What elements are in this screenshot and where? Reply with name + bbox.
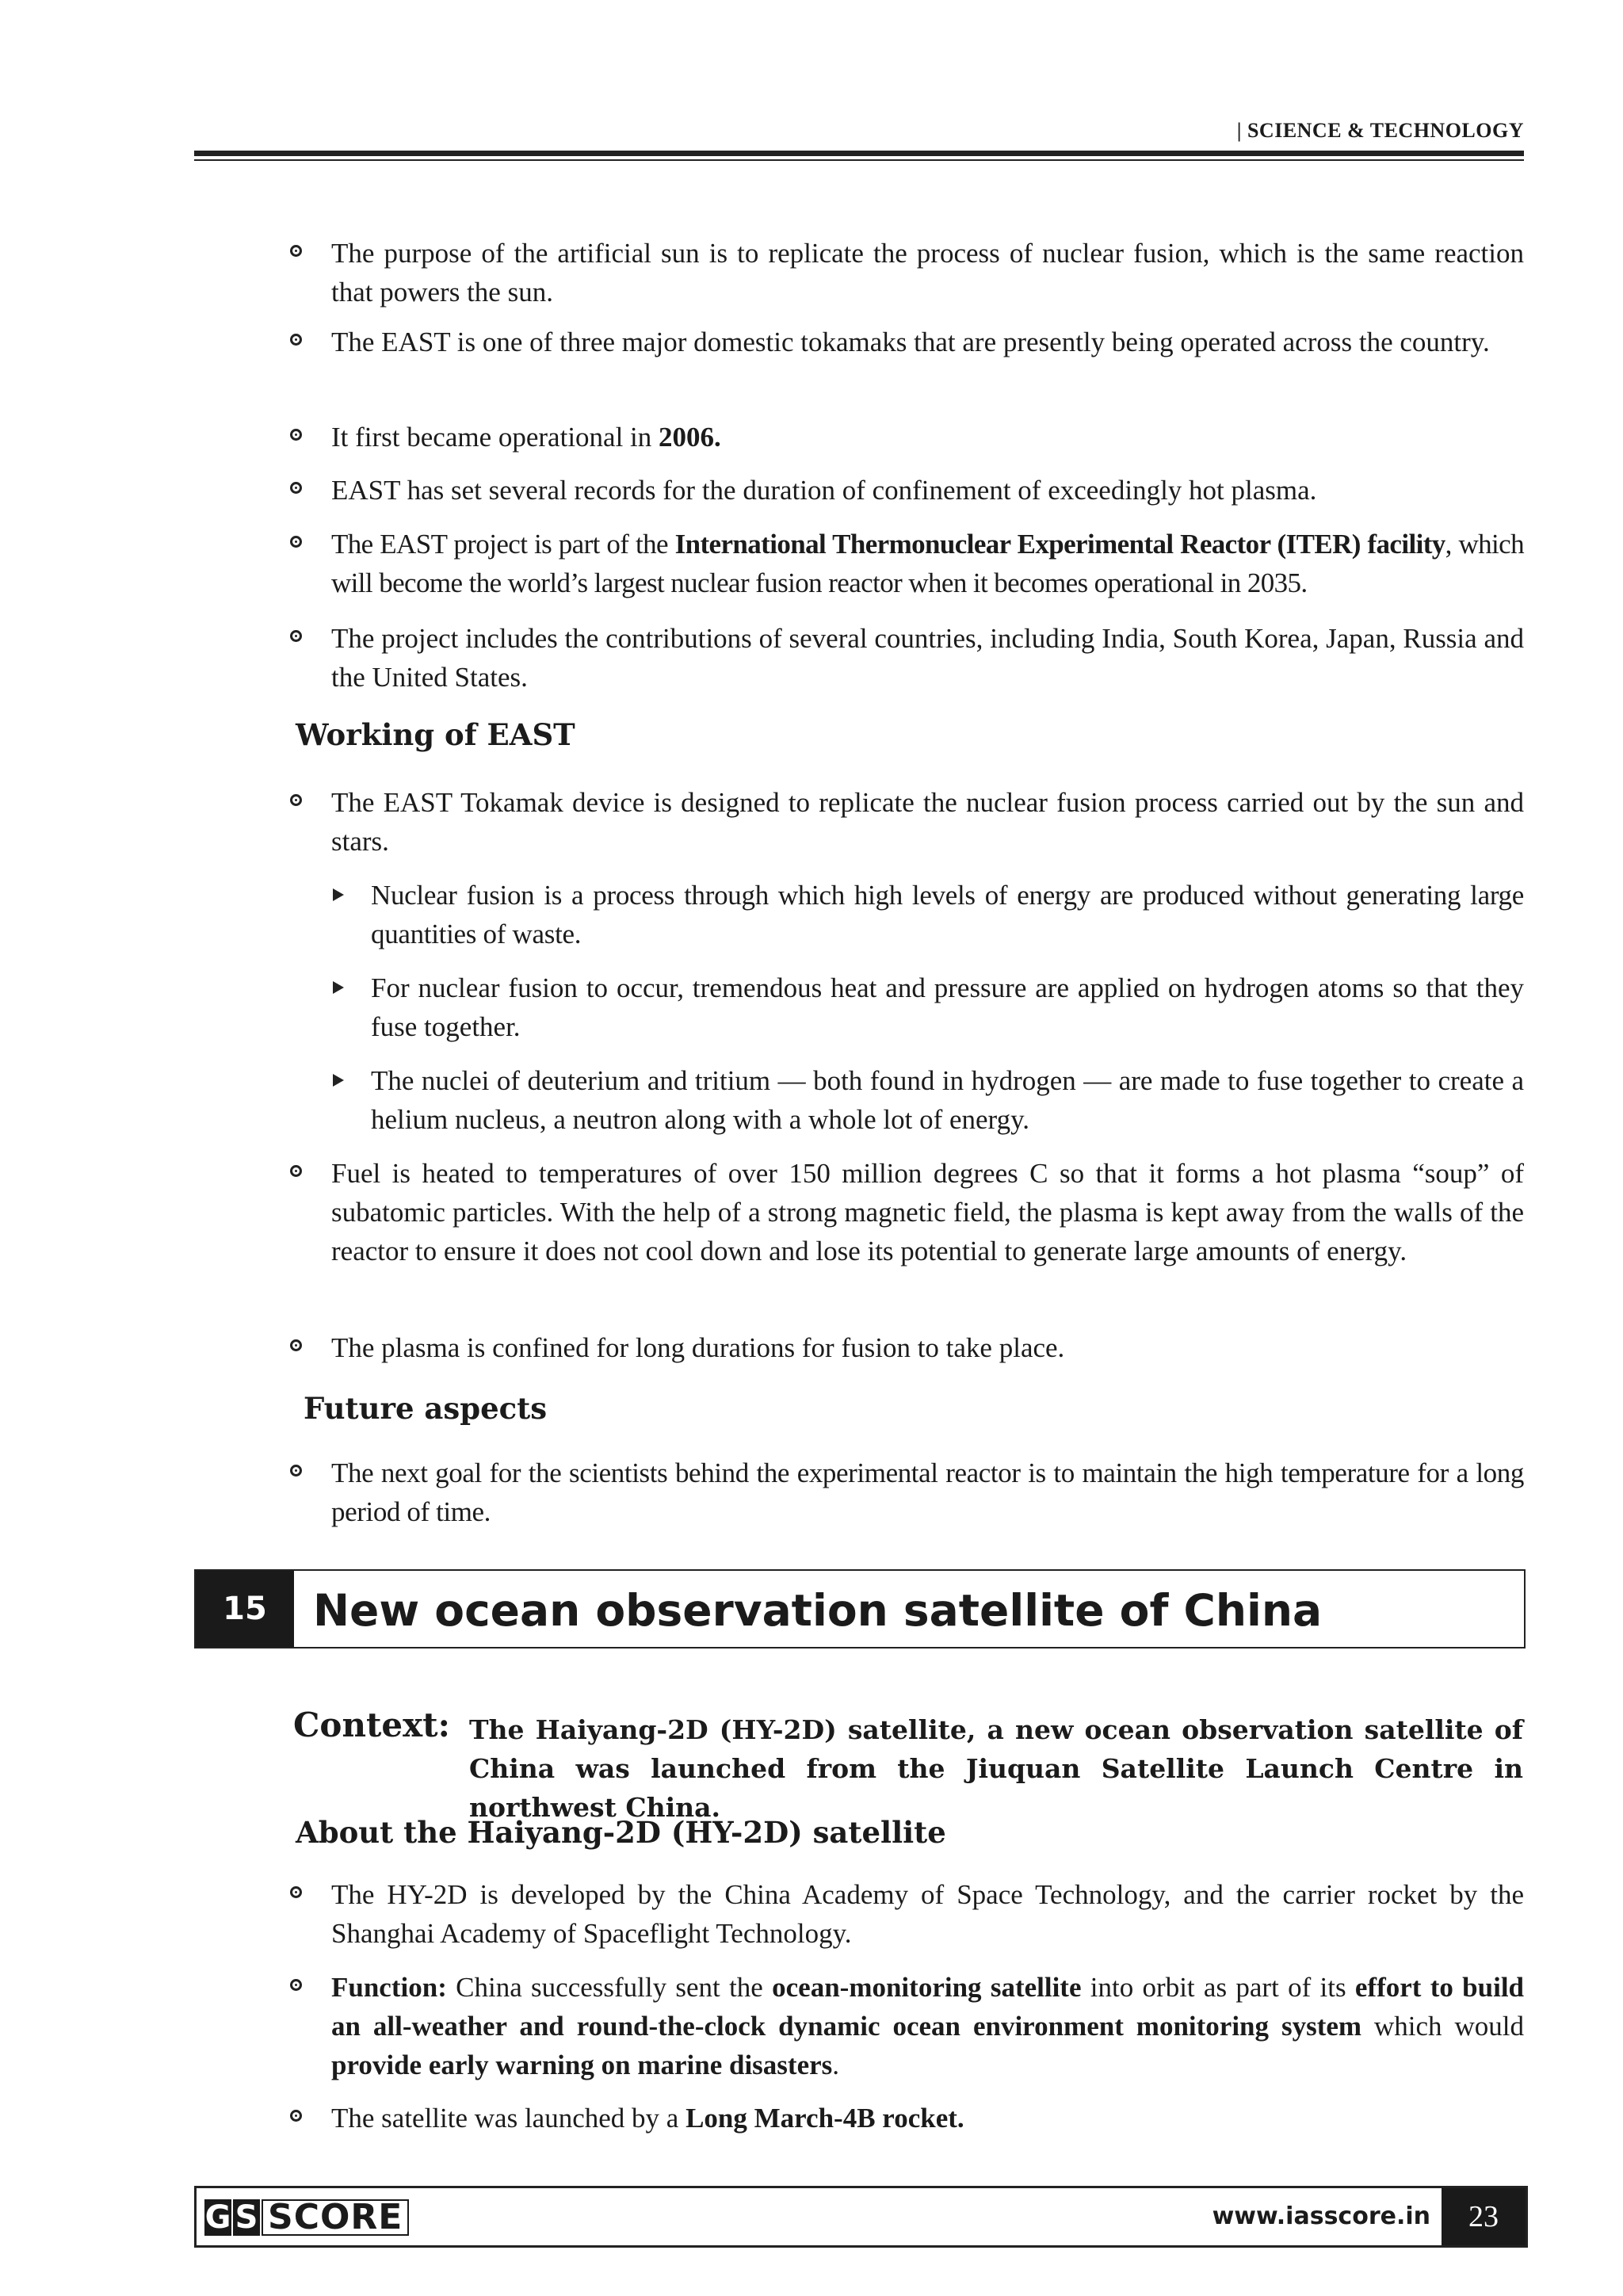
- list-item: The purpose of the artificial sun is to replicate the process of nuclear fusion, which is the same reaction that powers the sun.: [331, 234, 1524, 311]
- list-item: EAST has set several records for the duration of confinement of exceedingly hot plasma.: [331, 471, 1524, 510]
- list-item: Function: China successfully sent the ocean-monitoring satellite into orbit as part of its effort to build an all-weather and round-the-clock dynamic ocean environment monitoring system which would provide early warning on marine disasters.: [331, 1968, 1524, 2084]
- section-number: 15: [196, 1571, 294, 1647]
- header-rule: [194, 151, 1524, 156]
- section-title: New ocean observation satellite of China: [313, 1585, 1323, 1636]
- header-rule-thin: [194, 159, 1524, 161]
- about-heading: About the Haiyang-2D (HY-2D) satellite: [296, 1815, 946, 1850]
- gsscore-logo: G S SCORE: [204, 2198, 409, 2237]
- section-header: [194, 1569, 1526, 1648]
- list-item: The EAST Tokamak device is designed to replicate the nuclear fusion process carried out by the sun and stars.: [331, 783, 1524, 861]
- bullet-icon: [290, 1979, 302, 1991]
- sub-list-item: The nuclei of deuterium and tritium — both found in hydrogen — are made to fuse together to create a helium nucleus, a neutron along with a whole lot of energy.: [371, 1061, 1524, 1139]
- arrow-bullet-icon: [333, 1074, 344, 1087]
- list-item: It first became operational in 2006.: [331, 418, 1524, 457]
- bullet-icon: [290, 1165, 302, 1177]
- page-number: 23: [1442, 2188, 1526, 2245]
- bullet-icon: [290, 630, 302, 642]
- bullet-icon: [290, 245, 302, 257]
- list-item: The EAST is one of three major domestic tokamaks that are presently being operated across the country.: [331, 323, 1524, 361]
- bullet-icon: [290, 1465, 302, 1477]
- header-section-label: | SCIENCE & TECHNOLOGY: [1236, 119, 1524, 142]
- bullet-icon: [290, 794, 302, 806]
- context-text: The Haiyang-2D (HY-2D) satellite, a new ocean observation satellite of China was launched from the Jiuquan Satellite Launch Centre in northwest China.: [469, 1714, 1523, 1823]
- bullet-icon: [290, 482, 302, 494]
- arrow-bullet-icon: [333, 981, 344, 994]
- list-item: The next goal for the scientists behind the experimental reactor is to maintain the high temperature for a long period of time.: [331, 1454, 1524, 1531]
- bullet-icon: [290, 2110, 302, 2122]
- sub-list-item: Nuclear fusion is a process through which high levels of energy are produced without generating large quantities of waste.: [371, 876, 1524, 953]
- list-item: The satellite was launched by a Long March-4B rocket.: [331, 2099, 1524, 2137]
- footer-url: www.iasscore.in: [1212, 2202, 1430, 2230]
- context-label: Context:: [293, 1706, 451, 1744]
- bullet-icon: [290, 429, 302, 441]
- arrow-bullet-icon: [333, 888, 344, 901]
- bullet-icon: [290, 334, 302, 346]
- list-item: The EAST project is part of the International Thermonuclear Experimental Reactor (ITER) facility, which will become the world’s largest nuclear fusion reactor when it becomes operational in 2035.: [331, 525, 1524, 602]
- working-heading: Working of EAST: [296, 717, 575, 752]
- future-heading: Future aspects: [304, 1391, 548, 1426]
- list-item: The project includes the contributions of several countries, including India, South Korea, Japan, Russia and the United States.: [331, 619, 1524, 697]
- bullet-icon: [290, 536, 302, 548]
- sub-list-item: For nuclear fusion to occur, tremendous heat and pressure are applied on hydrogen atoms so that they fuse together.: [371, 968, 1524, 1046]
- list-item: The HY-2D is developed by the China Academy of Space Technology, and the carrier rocket by the Shanghai Academy of Spaceflight Technology.: [331, 1875, 1524, 1953]
- bullet-icon: [290, 1886, 302, 1898]
- list-item: The plasma is confined for long durations for fusion to take place.: [331, 1328, 1524, 1367]
- page-footer: [194, 2186, 1528, 2248]
- bullet-icon: [290, 1339, 302, 1351]
- list-item: Fuel is heated to temperatures of over 150 million degrees C so that it forms a hot plasma “soup” of subatomic particles. With the help of a strong magnetic field, the plasma is kept away from the walls of the reactor to ensure it does not cool down and lose its potential to generate large amounts of energy.: [331, 1154, 1524, 1270]
